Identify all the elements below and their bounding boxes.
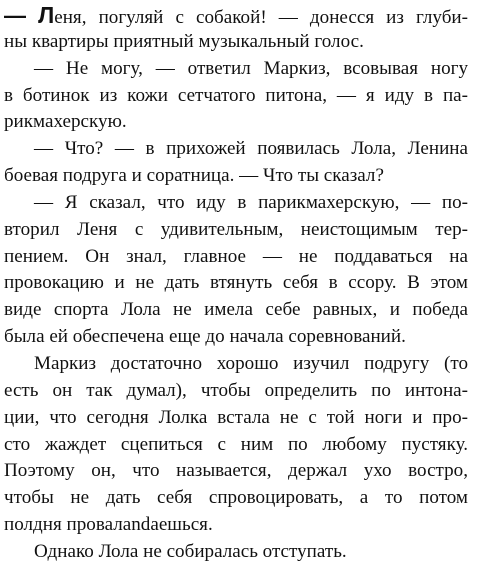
text-line: была ей обеспечена еще до начала соревнований. (4, 326, 406, 348)
text-line: чтобы не дать себя спровоцировать, а то потом (4, 487, 468, 509)
text-line: есть он так думал), чтобы определить по интона- (4, 379, 468, 401)
opening-initial-letter: Л (38, 2, 55, 28)
text-line: — Я сказал, что иду в парикмахерскую, — по- (34, 191, 468, 213)
book-page-text (4, 2, 468, 566)
text-line: полдня провалandаешься. (4, 514, 213, 536)
text-line: боевая подруга и соратница. — Что ты сказал? (4, 165, 384, 187)
text-line: — Что? — в прихожей появилась Лола, Ленина (34, 138, 468, 160)
text-line: Маркиз достаточно хорошо изучил подругу (то (34, 352, 468, 374)
text-line: сто жаждет сцепиться с ним по любому пустяку. (4, 433, 468, 455)
text-line: провокацию и не дать втянуть себя в ссору. В этом (4, 272, 468, 294)
text-line: пением. Он знал, главное — не поддаваться на (4, 245, 468, 267)
opening-dash: — (4, 3, 26, 28)
text-line: ции, что сегодня Лолка встала не с той ноги и про- (4, 406, 468, 428)
opening-line-rest: еня, погуляй с собакой! — донесся из глуби- (54, 7, 468, 28)
text-line: в ботинок из кожи сетчатого питона, — я иду в па- (4, 84, 468, 106)
text-line: Однако Лола не собиралась отступать. (34, 540, 347, 562)
text-line: ны квартиры приятный музыкальный голос. (4, 30, 364, 52)
text-line: Поэтому он, что называется, держал ухо востро, (4, 460, 468, 482)
text-line: рикмахерскую. (4, 111, 127, 133)
text-line-opening (4, 2, 468, 29)
text-line: вторил Леня с удивительным, неистощимым тер- (4, 218, 468, 240)
text-line: виде спорта Лола не имела себе равных, и победа (4, 299, 468, 321)
text-line: — Не могу, — ответил Маркиз, всовывая ногу (34, 57, 468, 79)
